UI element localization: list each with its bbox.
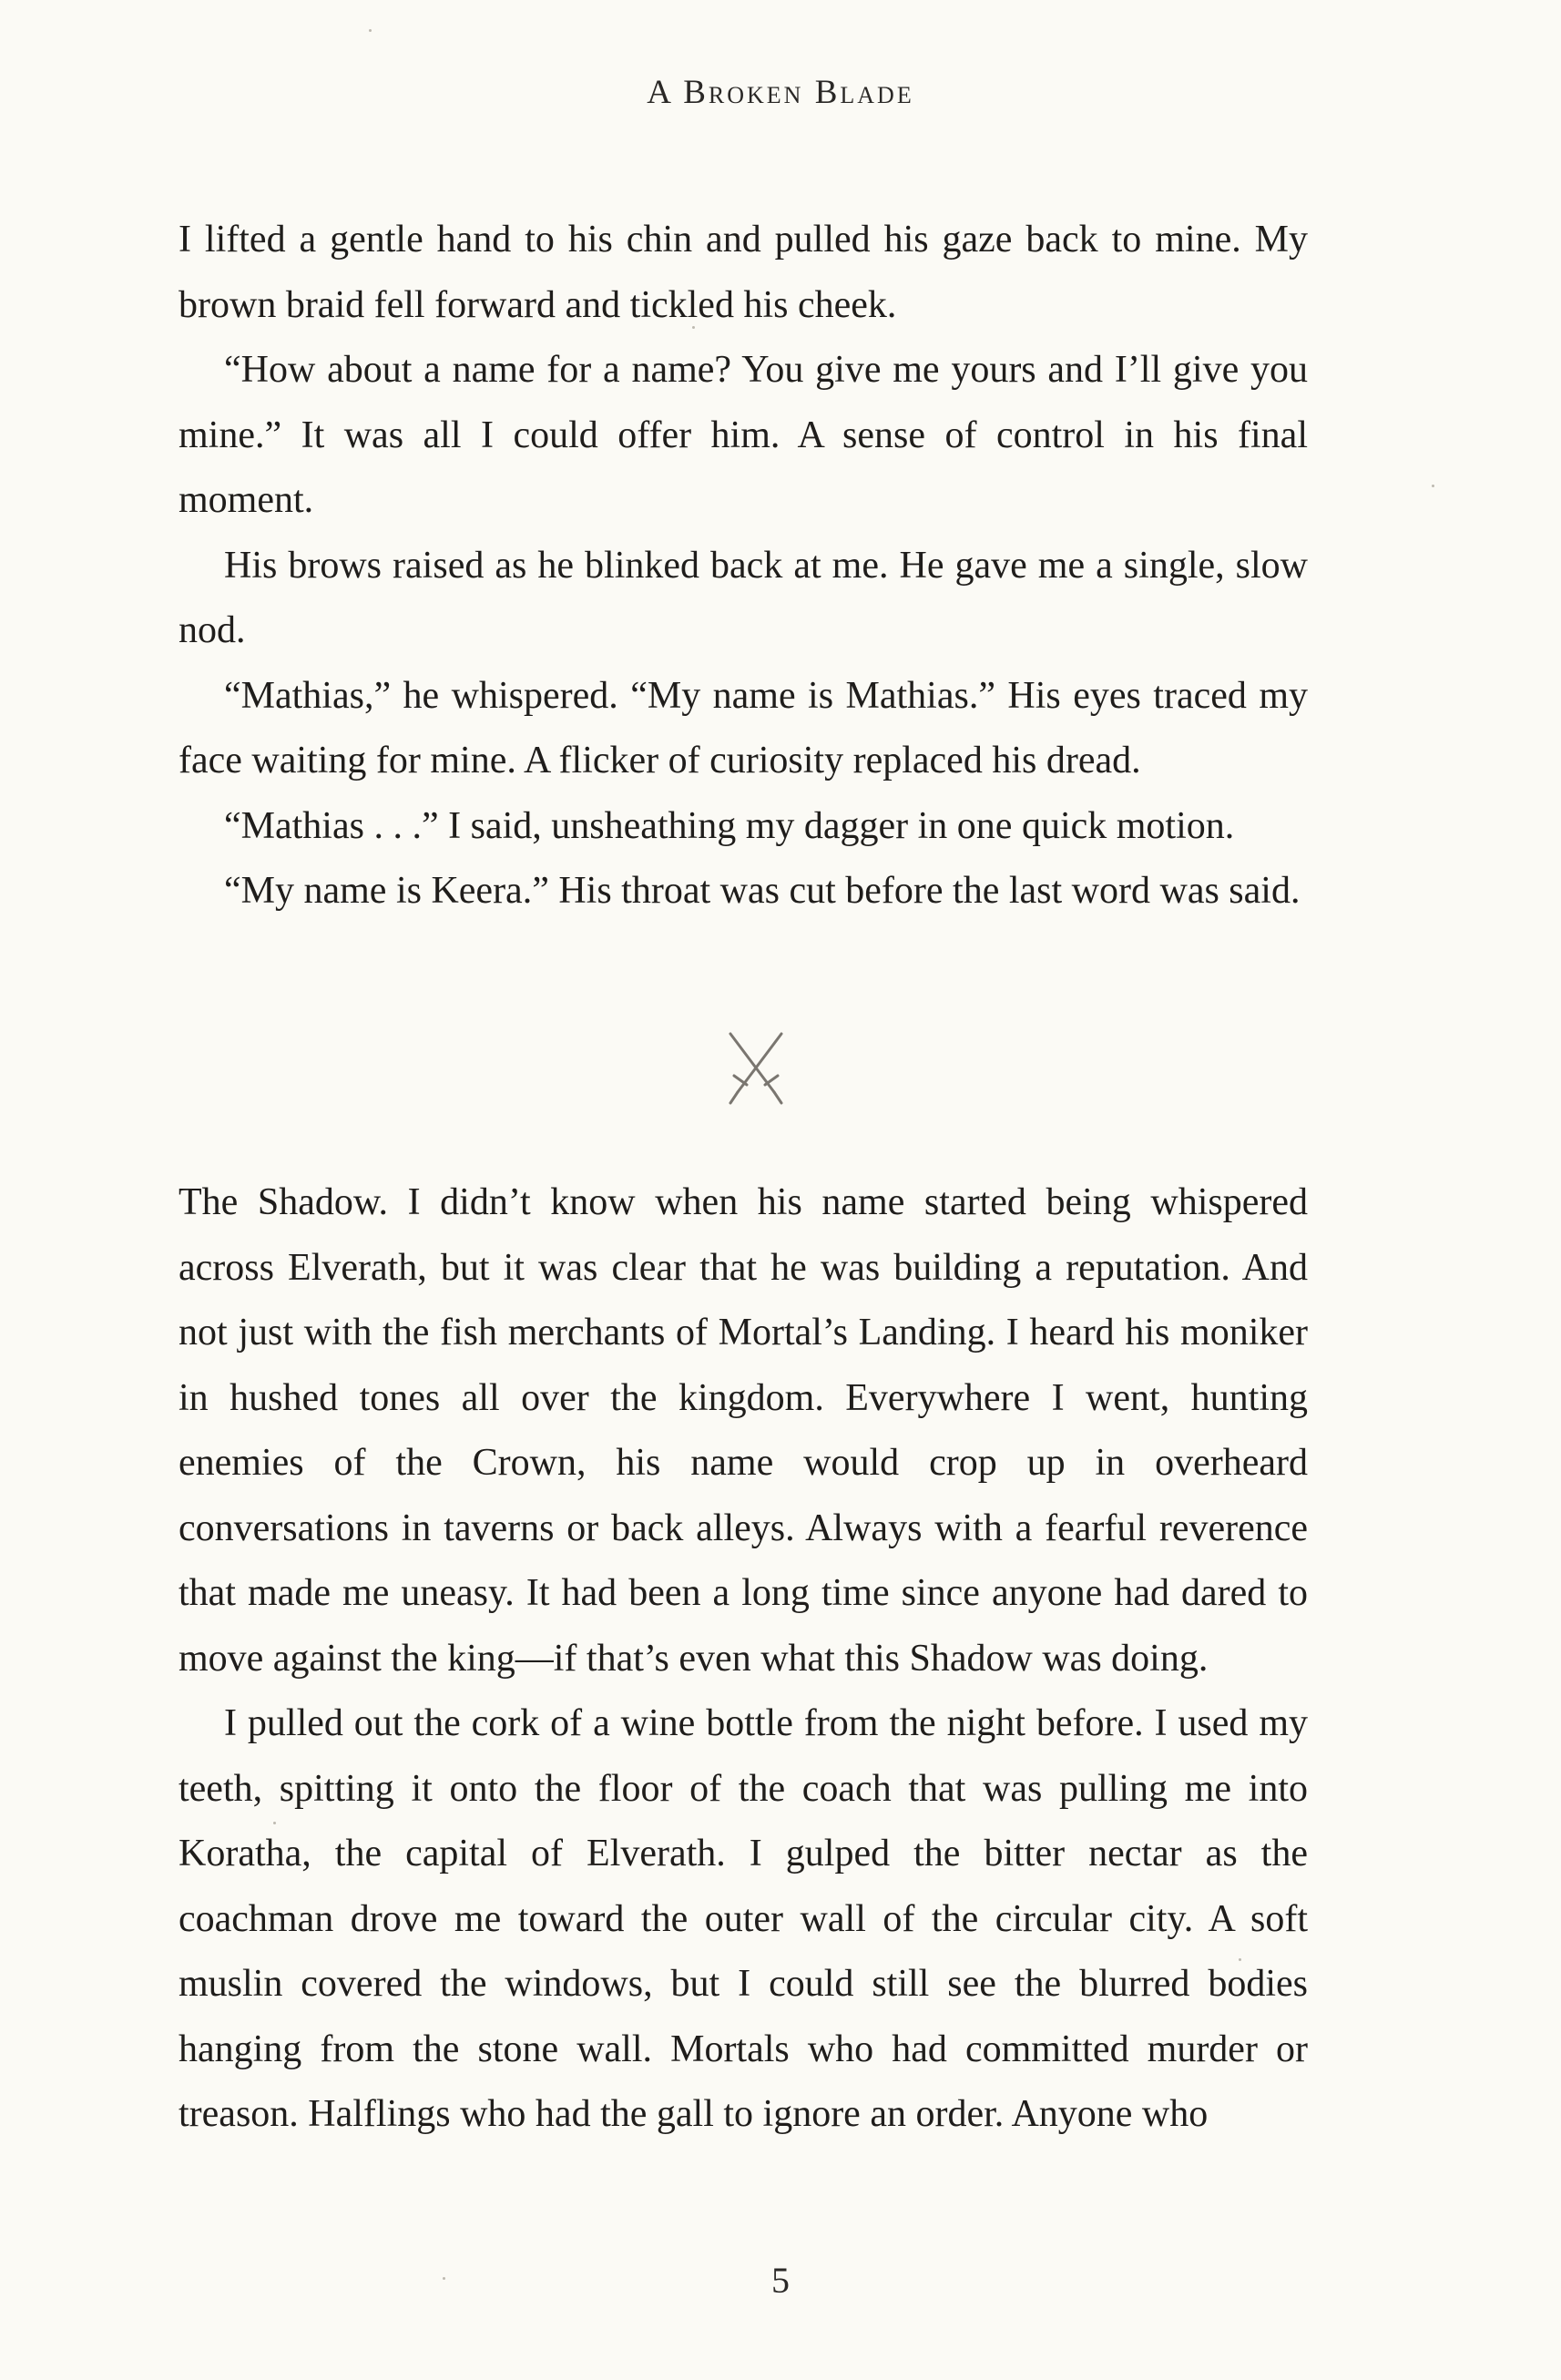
scan-speck — [1432, 485, 1434, 487]
page-number: 5 — [771, 2260, 790, 2301]
scan-speck — [273, 1822, 276, 1824]
paragraph: I lifted a gentle hand to his chin and pulled his gaze back to mine. My brown braid fell forward and tickled his cheek. — [179, 219, 1308, 326]
section-one — [179, 208, 1308, 924]
paragraph: I pulled out the cork of a wine bottle from the night before. I used my teeth, spitting it onto the floor of the coach that was pulling me into Koratha, the capital of Elverath. I gulped the bitter nectar as the coachman drove me toward the outer wall of the circular city. A soft muslin covered the windows, but I could still see the blurred bodies hanging from the stone wall. Mortals who had committed murder or treason. Halflings who had the gall to ignore an order. Anyone who — [179, 1702, 1308, 2135]
section-separator — [712, 1025, 800, 1112]
paragraph: “My name is Keera.” His throat was cut before the last word was said. — [224, 870, 1301, 912]
running-head: A Broken Blade — [647, 74, 914, 111]
crossed-swords-icon — [712, 1025, 800, 1112]
scan-speck — [443, 2277, 445, 2280]
paragraph: “Mathias . . .” I said, unsheathing my dagger in one quick motion. — [224, 804, 1235, 847]
scan-speck — [1239, 1958, 1241, 1961]
section-two — [179, 1170, 1308, 2148]
scan-speck — [369, 29, 372, 32]
paragraph: “Mathias,” he whispered. “My name is Mathias.” His eyes traced my face waiting for mine. A flicker of curiosity replaced his dread. — [179, 674, 1308, 781]
paragraph: “How about a name for a name? You give me yours and I’ll give you mine.” It was all I could offer him. A sense of control in his final moment. — [179, 349, 1308, 521]
paragraph: His brows raised as he blinked back at me. He gave me a single, slow nod. — [179, 544, 1308, 651]
scan-speck — [692, 326, 695, 329]
paragraph: The Shadow. I didn’t know when his name started being whispered across Elverath, but it was clear that he was building a reputation. And not just with the fish merchants of Mortal’s Landing. I heard his moniker in hushed tones all over the kingdom. Everywhere I went, hunting enemies of the Crown, his name would crop up in overheard conversations in taverns or back alleys. Always with a fearful reverence that made me uneasy. It had been a long time since anyone had dared to move against the king—if that’s even what this Shadow was doing. — [179, 1181, 1308, 1680]
